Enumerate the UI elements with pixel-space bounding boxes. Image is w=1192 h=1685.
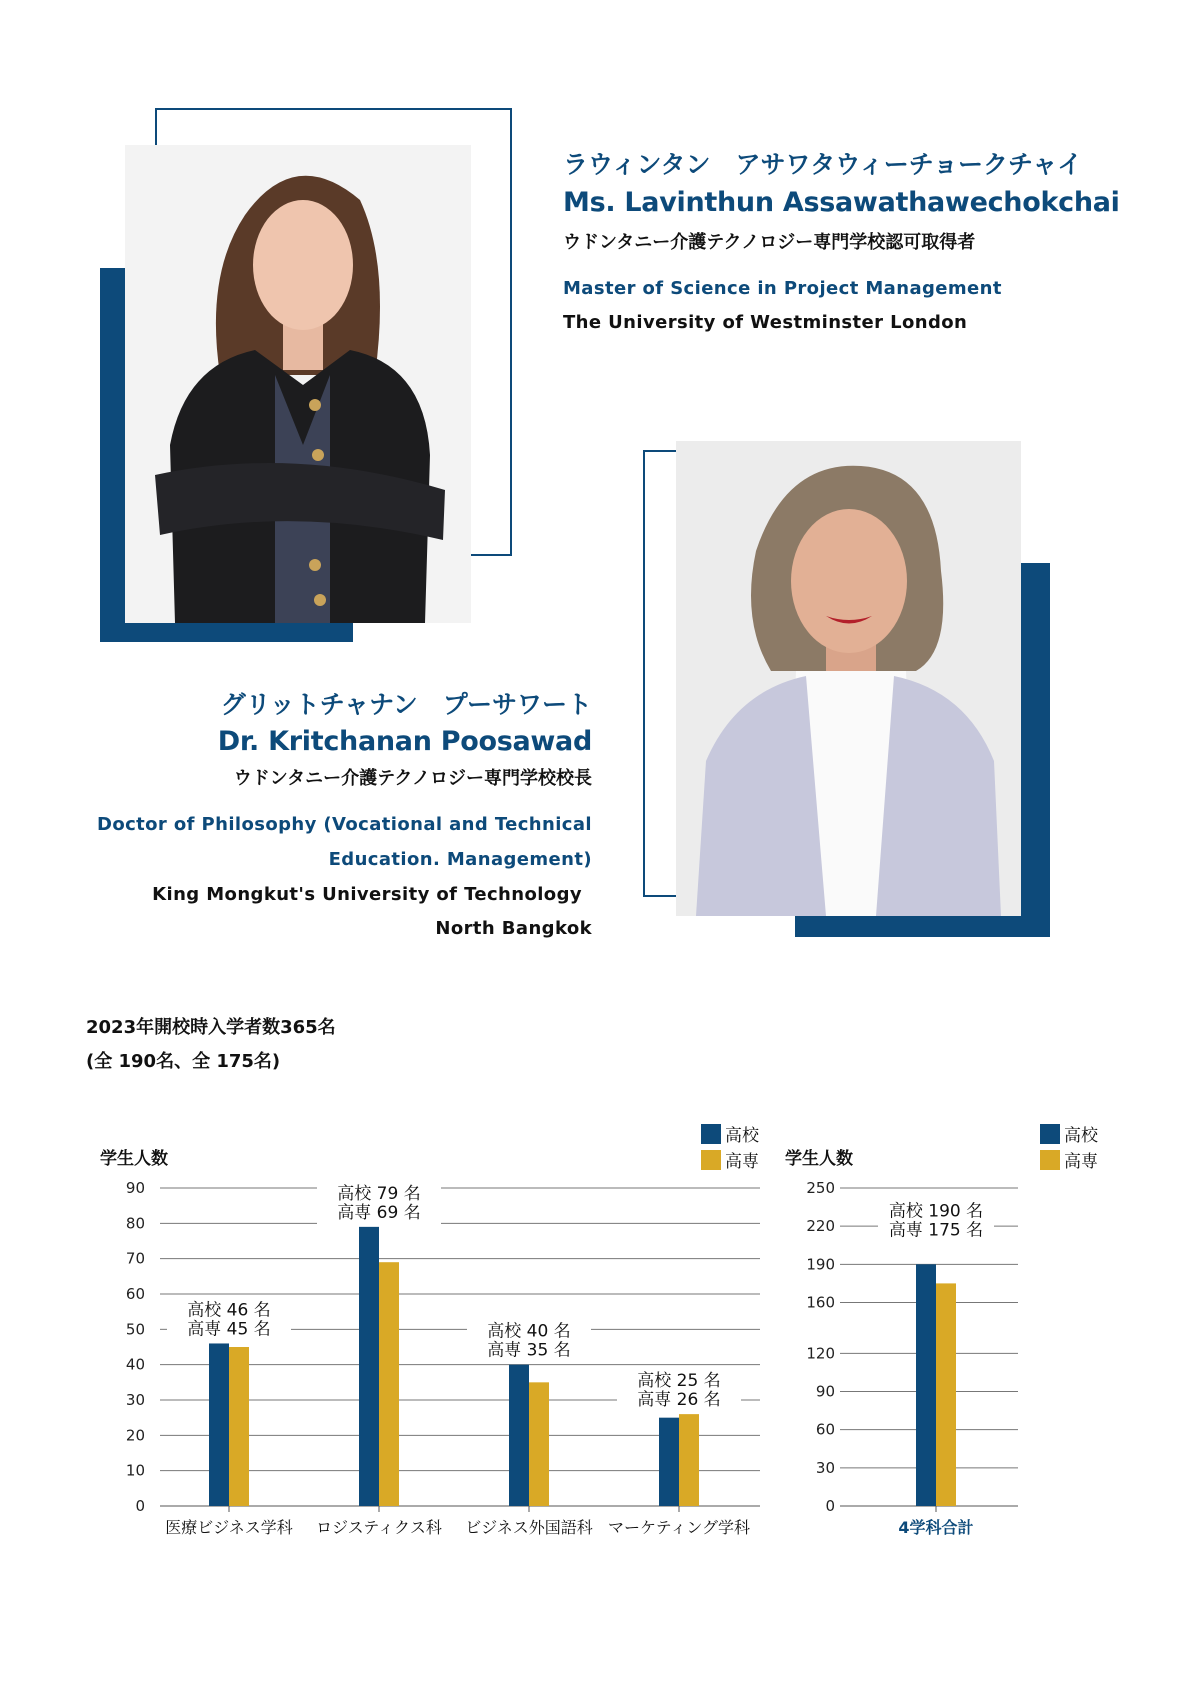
chart2-bar-0-0 [916, 1264, 936, 1506]
person2-school-line1: King Mongkut's University of Technology [152, 884, 582, 905]
enrollment-summary-line1: 2023年開校時入学者数365名 [86, 1017, 336, 1038]
chart1-data-label-3-0: 高校 25 名 [637, 1371, 721, 1392]
chart1-y-tick-50: 50 [125, 1320, 145, 1339]
person1-school: The University of Westminster London [563, 312, 968, 333]
portrait-photo-lavinthun [125, 145, 471, 623]
chart2-legend-swatch-kousen [1040, 1150, 1060, 1170]
chart1-bar-3-1 [679, 1414, 699, 1506]
chart2-y-tick-0: 0 [825, 1497, 835, 1515]
portrait-photo-kritchanan [676, 441, 1021, 916]
chart1-bar-1-1 [379, 1262, 399, 1506]
chart1-y-tick-40: 40 [125, 1355, 145, 1374]
chart2-y-tick-90: 90 [815, 1382, 835, 1401]
chart1-data-label-1-1: 高専 69 名 [337, 1202, 421, 1223]
chart2-data-label-0-1: 高専 175 名 [888, 1220, 984, 1241]
chart1-bar-2-0 [509, 1365, 529, 1506]
chart2-y-tick-190: 190 [806, 1255, 835, 1274]
chart1-category-label-3: マーケティング学科 [607, 1518, 751, 1537]
chart1-data-label-3-1: 高専 26 名 [637, 1390, 721, 1411]
chart1-y-tick-80: 80 [125, 1214, 145, 1233]
person2-name-english: Dr. Kritchanan Poosawad [217, 726, 592, 757]
total-enrollment-bar-chart [770, 1130, 1040, 1560]
chart1-data-label-0-0: 高校 46 名 [187, 1300, 271, 1321]
department-enrollment-bar-chart [0, 1130, 780, 1560]
chart2-bar-0-1 [936, 1283, 956, 1506]
chart2-category-label-0: 4学科合計 [898, 1518, 974, 1537]
person2-school-line2: North Bangkok [435, 918, 592, 939]
chart2-y-tick-60: 60 [815, 1420, 835, 1439]
chart1-bar-1-0 [359, 1227, 379, 1506]
person1-name-english: Ms. Lavinthun Assawathawechokchai [563, 187, 1120, 218]
chart1-y-tick-70: 70 [125, 1249, 145, 1268]
chart1-y-tick-0: 0 [135, 1497, 145, 1515]
enrollment-summary-line2: (全 190名、全 175名) [86, 1051, 281, 1072]
chart1-y-tick-60: 60 [125, 1285, 145, 1303]
person2-role: ウドンタニー介護テクノロジー専門学校校長 [233, 768, 592, 789]
chart2-legend-swatch-koukou [1040, 1124, 1060, 1144]
chart2-data-label-0-0: 高校 190 名 [888, 1201, 984, 1222]
chart1-y-tick-20: 20 [125, 1426, 145, 1445]
chart2-y-tick-220: 220 [806, 1217, 835, 1236]
chart2-legend-label-kousen: 高専 [1064, 1152, 1098, 1172]
chart1-y-tick-10: 10 [125, 1461, 145, 1480]
chart1-category-label-2: ビジネス外国語科 [465, 1518, 593, 1537]
chart1-bar-0-0 [209, 1343, 229, 1506]
person1-name-japanese: ラウィンタン アサワタウィーチョークチャイ [563, 150, 1083, 179]
chart1-data-label-2-1: 高専 35 名 [487, 1340, 571, 1361]
chart2-y-tick-30: 30 [815, 1458, 835, 1477]
chart1-legend-label-kousen: 高専 [725, 1152, 759, 1172]
chart1-data-label-1-0: 高校 79 名 [337, 1183, 421, 1204]
chart2-y-tick-250: 250 [806, 1179, 835, 1197]
person2-degree-line2: Education. Management) [328, 849, 592, 870]
chart1-legend-label-koukou: 高校 [725, 1126, 759, 1146]
chart1-y-tick-90: 90 [125, 1179, 145, 1197]
chart2-legend-label-koukou: 高校 [1064, 1126, 1098, 1146]
chart1-y-axis-label: 学生人数 [100, 1149, 168, 1169]
chart1-bar-3-0 [659, 1418, 679, 1506]
person2-name-japanese: グリットチャナン プーサワート [220, 690, 592, 719]
chart1-category-label-0: 医療ビジネス学科 [165, 1518, 293, 1537]
chart1-data-label-0-1: 高専 45 名 [187, 1319, 271, 1340]
chart2-y-tick-160: 160 [806, 1293, 835, 1312]
chart1-category-label-1: ロジスティクス科 [316, 1518, 442, 1537]
chart2-y-tick-120: 120 [806, 1344, 835, 1363]
chart1-y-tick-30: 30 [125, 1391, 145, 1409]
person1-role: ウドンタニー介護テクノロジー専門学校認可取得者 [563, 232, 976, 253]
chart2-y-axis-label: 学生人数 [785, 1149, 853, 1169]
person2-degree-line1: Doctor of Philosophy (Vocational and Technical [96, 814, 592, 835]
chart1-bar-2-1 [529, 1382, 549, 1506]
chart1-bar-0-1 [229, 1347, 249, 1506]
chart1-data-label-2-0: 高校 40 名 [487, 1321, 571, 1342]
person1-degree: Master of Science in Project Management [563, 278, 1002, 299]
